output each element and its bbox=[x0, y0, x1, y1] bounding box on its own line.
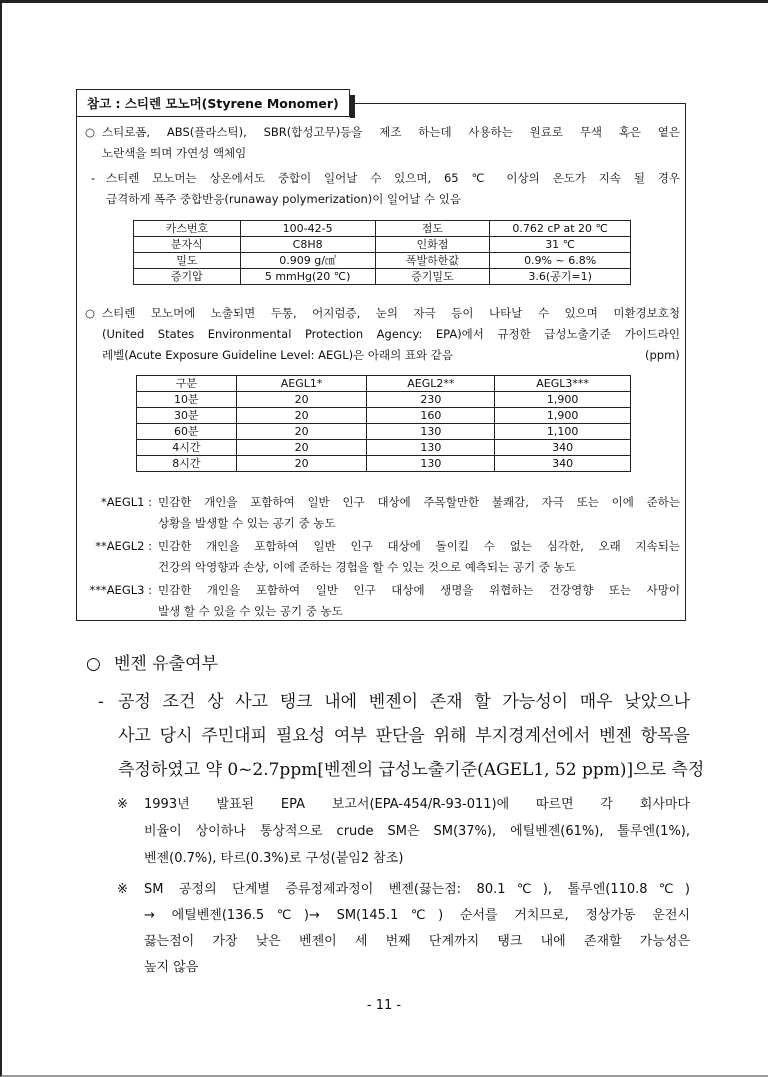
exposure-line2: (United States Environmental Protection Agency: EPA)에서 규정한 급성노출기준 가이드라인 bbox=[102, 327, 680, 341]
note-mark: ※ bbox=[117, 882, 128, 897]
value-cell: 20 bbox=[236, 392, 367, 408]
duration-cell: 60분 bbox=[137, 424, 237, 440]
value-cell: 160 bbox=[367, 408, 495, 424]
property-value: 5 mmHg(20 ℃) bbox=[240, 269, 375, 285]
value-cell: 130 bbox=[367, 440, 495, 456]
duration-cell: 4시간 bbox=[137, 440, 237, 456]
value-cell: 130 bbox=[367, 424, 495, 440]
table-row bbox=[134, 221, 631, 237]
styrene-desc-line1: 스티로폼, ABS(플라스틱), SBR(합성고무)등을 제조 하는데 사용하는 원료로 무색 혹은 옅은 bbox=[102, 125, 680, 139]
table-row bbox=[134, 269, 631, 285]
property-label: 증기압 bbox=[134, 269, 241, 285]
aegl1-def-line1: 민감한 개인을 포함하여 일반 인구 대상에 주목할만한 불쾌감, 자극 또는 이에 준하는 bbox=[158, 495, 680, 509]
aegl2-key: **AEGL2 : bbox=[95, 539, 152, 553]
property-label: 폭발하한값 bbox=[375, 253, 490, 269]
value-cell: 340 bbox=[495, 440, 631, 456]
table-row bbox=[137, 456, 631, 472]
property-label: 카스번호 bbox=[134, 221, 241, 237]
column-header: AEGL2** bbox=[367, 376, 495, 392]
property-label: 점도 bbox=[375, 221, 490, 237]
bullet-circle: ○ bbox=[85, 125, 96, 139]
table-row bbox=[137, 440, 631, 456]
aegl2-def-line1: 민감한 개인을 포함하여 일반 인구 대상에 돌이킬 수 없는 심각한, 오래 지속되는 bbox=[158, 539, 680, 553]
dash-mark: - bbox=[91, 171, 96, 185]
property-value: 0.762 cP at 20 ℃ bbox=[490, 221, 631, 237]
polymerization-line1: 스티렌 모노머는 상온에서도 중합이 일어날 수 있으며, 65 ℃ 이상의 온도가 지속 될 경우 bbox=[106, 171, 680, 185]
aegl3-def-line1: 민감한 개인을 포함하여 일반 인구 대상에 생명을 위협하는 건강영향 또는 사망이 bbox=[158, 583, 680, 597]
table-row bbox=[137, 392, 631, 408]
property-value: 31 ℃ bbox=[490, 237, 631, 253]
aegl1-key: *AEGL1 : bbox=[100, 495, 152, 509]
aegl1-def-line2: 상황을 발생할 수 있는 공기 중 농도 bbox=[158, 516, 336, 530]
property-label: 분자식 bbox=[134, 237, 241, 253]
note-mark: ※ bbox=[117, 797, 128, 812]
value-cell: 20 bbox=[236, 456, 367, 472]
aegl3-def-line2: 발생 할 수 있을 수 있는 공기 중 농도 bbox=[158, 604, 343, 618]
epa-note-line3: 벤젠(0.7%), 타르(0.3%)로 구성(붙임2 참조) bbox=[144, 851, 404, 866]
column-header: AEGL3*** bbox=[495, 376, 631, 392]
distillation-note-line1: SM 공정의 단계별 증류정제과정이 벤젠(끓는점: 80.1℃), 톨루엔(110.8℃) bbox=[144, 882, 690, 897]
value-cell: 1,900 bbox=[495, 408, 631, 424]
property-label: 밀도 bbox=[134, 253, 241, 269]
distillation-note-line4: 높지 않음 bbox=[144, 960, 199, 975]
aegl2-def-line2: 건강의 악영향과 손상, 이에 준하는 경험을 할 수 있는 것으로 예측되는 공기 중 농도 bbox=[158, 560, 576, 574]
reference-box-title: 참고 : 스티렌 모노머(Styrene Monomer) bbox=[76, 89, 350, 117]
property-value: 3.6(공기=1) bbox=[490, 269, 631, 285]
column-header: AEGL1* bbox=[236, 376, 367, 392]
column-header: 구분 bbox=[137, 376, 237, 392]
value-cell: 230 bbox=[367, 392, 495, 408]
value-cell: 20 bbox=[236, 424, 367, 440]
property-label: 인화점 bbox=[375, 237, 490, 253]
aegl-table bbox=[136, 375, 631, 472]
property-value: C8H8 bbox=[240, 237, 375, 253]
table-row bbox=[137, 424, 631, 440]
table-row bbox=[137, 408, 631, 424]
table-header-row bbox=[137, 376, 631, 392]
value-cell: 1,900 bbox=[495, 392, 631, 408]
duration-cell: 30분 bbox=[137, 408, 237, 424]
epa-note-line2: 비율이 상이하나 통상적으로 crude SM은 SM(37%), 에틸벤젠(61%), 톨루엔(1%), bbox=[144, 824, 690, 839]
property-value: 0.909 g/㎤ bbox=[240, 253, 375, 269]
properties-table bbox=[133, 220, 631, 285]
duration-cell: 10분 bbox=[137, 392, 237, 408]
dash-mark: - bbox=[98, 692, 104, 712]
duration-cell: 8시간 bbox=[137, 456, 237, 472]
bullet-circle: ○ bbox=[85, 306, 96, 320]
property-value: 0.9% ~ 6.8% bbox=[490, 253, 631, 269]
exposure-line1: 스티렌 모노머에 노출되면 두통, 어지럼증, 눈의 자극 등이 나타날 수 있으며 미환경보호청 bbox=[102, 306, 680, 320]
aegl3-key: ***AEGL3 : bbox=[89, 583, 152, 597]
benzene-line1: 공정 조건 상 사고 탱크 내에 벤젠이 존재 할 가능성이 매우 낮았으나 bbox=[118, 692, 690, 712]
table-row bbox=[134, 253, 631, 269]
value-cell: 20 bbox=[236, 408, 367, 424]
unit-label: (ppm) bbox=[645, 348, 680, 362]
section-bullet: ○ bbox=[86, 654, 101, 674]
polymerization-line2: 급격하게 폭주 중합반응(runaway polymerization)이 일어날 수 있음 bbox=[106, 192, 462, 206]
benzene-line2: 사고 당시 주민대피 필요성 여부 판단을 위해 부지경계선에서 벤젠 항목을 bbox=[118, 726, 690, 746]
property-value: 100-42-5 bbox=[240, 221, 375, 237]
table-row bbox=[134, 237, 631, 253]
benzene-line3: 측정하였고 약 0~2.7ppm[벤젠의 급성노출기준(AGEL1, 52 ppm)]으로 측정 bbox=[118, 760, 705, 780]
value-cell: 130 bbox=[367, 456, 495, 472]
distillation-note-line3: 끓는점이 가장 낮은 벤젠이 세 번째 단계까지 탱크 내에 존재할 가능성은 bbox=[144, 934, 690, 949]
value-cell: 1,100 bbox=[495, 424, 631, 440]
value-cell: 20 bbox=[236, 440, 367, 456]
exposure-line3: 레벨(Acute Exposure Guideline Level: AEGL)은 아래의 표와 같음 bbox=[102, 348, 453, 362]
distillation-note-line2: → 에틸벤젠(136.5℃)→ SM(145.1℃) 순서를 거치므로, 정상가동 운전시 bbox=[144, 908, 690, 923]
epa-note-line1: 1993년 발표된 EPA 보고서(EPA-454/R-93-011)에 따르면 각 회사마다 bbox=[144, 797, 690, 812]
styrene-desc-line2: 노란색을 띄며 가연성 액체임 bbox=[102, 146, 247, 160]
property-label: 증기밀도 bbox=[375, 269, 490, 285]
value-cell: 340 bbox=[495, 456, 631, 472]
section-heading: 벤젠 유출여부 bbox=[114, 654, 218, 674]
page-number: - 11 - bbox=[366, 998, 402, 1013]
